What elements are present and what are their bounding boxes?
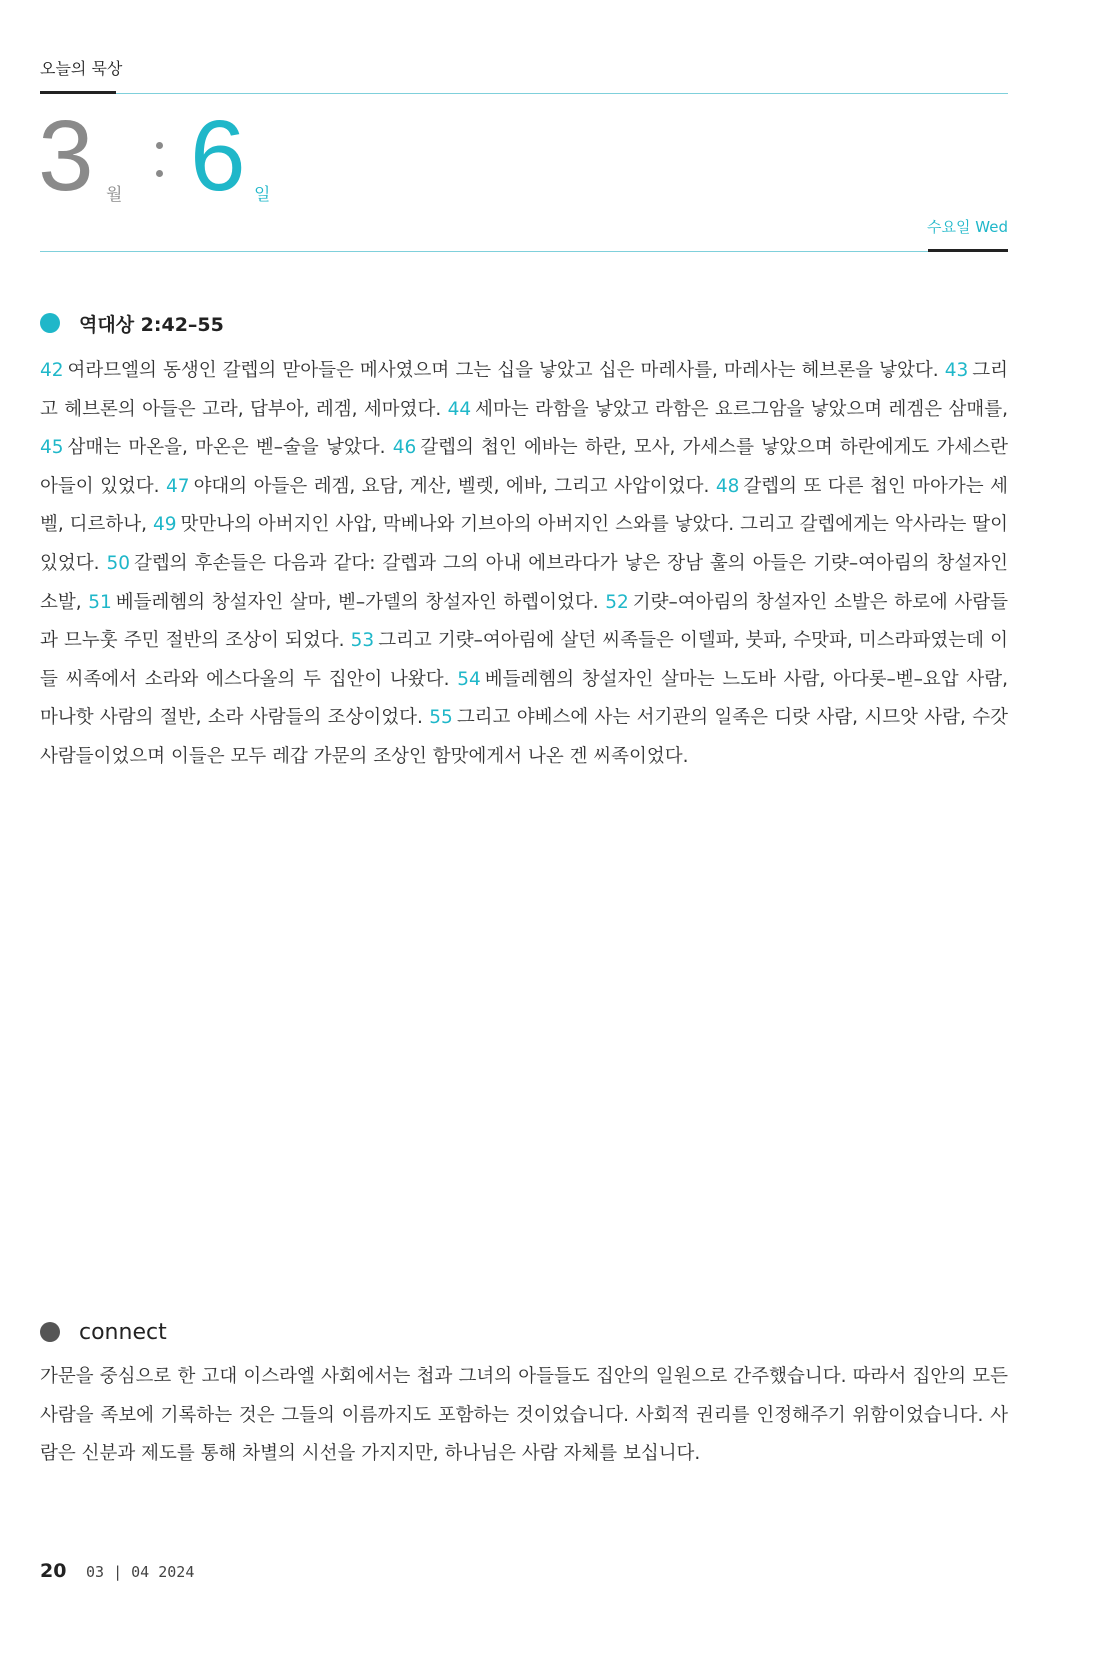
issue-date: 03 | 04 2024 (86, 1563, 195, 1581)
verse-text: 야대의 아들은 레겜, 요담, 게산, 벨렛, 에바, 그리고 사압이었다. (193, 475, 710, 497)
verse-text: 그리고 기럇–여아림에 살던 씨족들은 이델파, 붓파, 수맛파, 미스라파였는데 이들 씨족에서 소라와 에스다올의 두 집안이 나왔다. (40, 630, 1008, 690)
verse-text: 베들레헴의 창설자인 살마는 느도바 사람, 아다롯–벧–요압 사람, 마나핫 사람의 절반, 소라 사람들의 조상이었다. (40, 668, 1008, 729)
verse-text: 갈렙의 후손들은 다음과 같다: 갈렙과 그의 아내 에브라다가 낳은 장남 훌의 아들은 기럇–여아림의 창설자인 소발, (40, 552, 1008, 613)
verse-number: 49 (152, 514, 177, 536)
verse-number: 54 (457, 668, 481, 690)
verse-number: 52 (605, 591, 629, 613)
weekday-underline (928, 249, 1008, 252)
gray-bullet-icon (40, 1322, 60, 1342)
weekday-label: 수요일 Wed (927, 218, 1008, 236)
verse-number: 48 (715, 475, 740, 497)
verse-text: 삼매는 마온을, 마온은 벧–술을 낳았다. (67, 437, 386, 459)
verse-number: 46 (392, 437, 417, 459)
verse-number: 42 (40, 360, 64, 381)
verse-text: 세마는 라함을 낳았고 라함은 요르그암을 낳았으며 레겜은 삼매를, (475, 398, 1008, 420)
colon-dot-top (156, 142, 163, 149)
verse-number: 51 (88, 591, 112, 613)
teal-bullet-icon (40, 313, 60, 333)
month-unit: 월 (106, 185, 123, 205)
scripture-heading (40, 310, 224, 336)
verse-number: 45 (40, 437, 64, 459)
verse-number: 55 (429, 707, 453, 729)
section-label-underline (40, 91, 116, 94)
verse-text: 맛만나의 아버지인 사압, 막베나와 기브아의 아버지인 스와를 낳았다. 그리고 갈렙에게는 악사라는 딸이 있었다. (40, 514, 1008, 574)
scripture-passage (40, 352, 1008, 777)
scripture-reference: 역대상 2:42–55 (79, 313, 224, 336)
day-unit: 일 (254, 185, 271, 205)
verse-number: 50 (106, 552, 130, 574)
section-label: 오늘의 묵상 (40, 59, 123, 78)
verse-number: 43 (944, 360, 969, 381)
date-colon (156, 142, 164, 188)
verse-text: 갈렙의 첩인 에바는 하란, 모사, 가세스를 낳았으며 하란에게도 가세스란 아들이 있었다. (40, 437, 1008, 497)
connect-heading (40, 1318, 167, 1346)
verse-text: 여라므엘의 동생인 갈렙의 맏아들은 메사였으며 그는 십을 낳았고 십은 마레사를, 마레사는 헤브론을 낳았다. (67, 360, 939, 381)
page-number: 20 (40, 1560, 67, 1582)
verse-text: 베들레헴의 창설자인 살마, 벧–가델의 창설자인 하렙이었다. (115, 591, 599, 613)
month-number: 3 (38, 100, 94, 212)
verse-text: 그리고 야베스에 사는 서기관의 일족은 디랏 사람, 시므앗 사람, 수갓 사람들이었으며 이들은 모두 레갑 가문의 조상인 함맛에게서 나온 겐 씨족이었다. (40, 707, 1008, 767)
header-bottom-rule (40, 251, 928, 252)
colon-dot-bottom (156, 170, 163, 177)
verse-number: 44 (447, 398, 472, 420)
verse-number: 53 (350, 630, 375, 652)
verse-text: 갈렙의 또 다른 첩인 마아가는 세벨, 디르하나, (40, 475, 1008, 536)
verse-text: 기럇–여아림의 창설자인 소발은 하로에 사람들과 므누훗 주민 절반의 조상이 되었다. (40, 591, 1008, 652)
connect-body: 가문을 중심으로 한 고대 이스라엘 사회에서는 첩과 그녀의 아들들도 집안의 일원으로 간주했습니다. 따라서 집안의 모든 사람을 족보에 기록하는 것은 그들의 이름까지도 포함하는 것이었습니다. 사회적 권리를 인정해주기 위함이었습니다. 사람은 신분과 제도를 통해 차별의 시선을 가지지만, 하나님은 사람 자체를 보십니다. (40, 1366, 1008, 1465)
connect-title: connect (79, 1319, 167, 1345)
verse-number: 47 (166, 475, 190, 497)
verse-text: 그리고 헤브론의 아들은 고라, 답부아, 레겜, 세마였다. (40, 360, 1008, 420)
day-number: 6 (190, 100, 246, 212)
header-top-rule (116, 93, 1008, 94)
